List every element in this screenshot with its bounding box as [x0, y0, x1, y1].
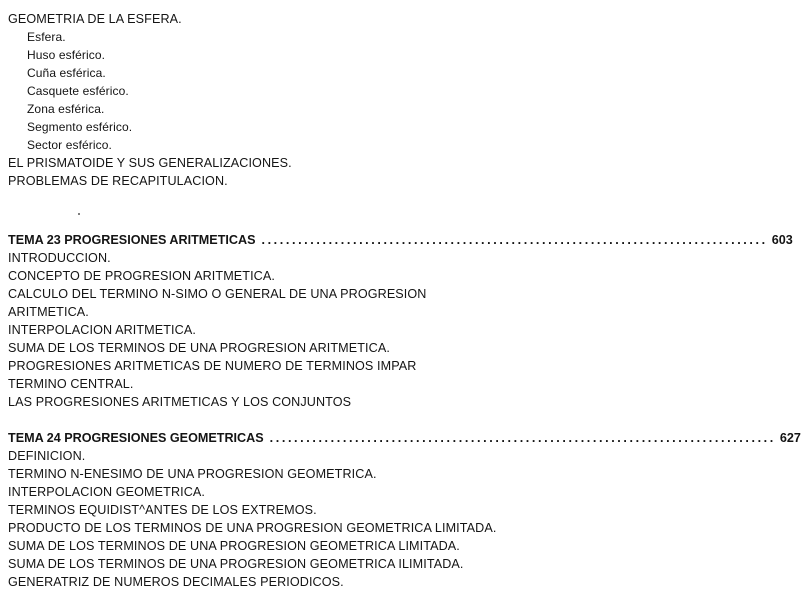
tema-23-item: CONCEPTO DE PROGRESION ARITMETICA. — [8, 269, 275, 283]
subitem-sector: Sector esférico. — [27, 138, 112, 152]
tema-24-item: PRODUCTO DE LOS TERMINOS DE UNA PROGRESION GEOMETRICA LIMITADA. — [8, 521, 497, 535]
tema-23-title: TEMA 23 PROGRESIONES ARITMETICAS — [8, 233, 256, 247]
subitem-esfera: Esfera. — [27, 30, 66, 44]
subitem-casquete: Casquete esférico. — [27, 84, 129, 98]
tema-23-item: SUMA DE LOS TERMINOS DE UNA PROGRESION ARITMETICA. — [8, 341, 390, 355]
tema-23-item: PROGRESIONES ARITMETICAS DE NUMERO DE TERMINOS IMPAR — [8, 359, 417, 373]
heading-problemas: PROBLEMAS DE RECAPITULACION. — [8, 174, 228, 188]
tema-24-page-number: 627 — [779, 431, 801, 445]
print-speck — [78, 213, 80, 215]
tema-23-page-number: 603 — [771, 233, 793, 247]
tema-23-item: ARITMETICA. — [8, 305, 89, 319]
tema-24-item: INTERPOLACION GEOMETRICA. — [8, 485, 206, 499]
tema-24-item: DEFINICION. — [8, 449, 86, 463]
tema-24-item: GENERATRIZ DE NUMEROS DECIMALES PERIODICOS. — [8, 575, 344, 589]
tema-23-item: CALCULO DEL TERMINO N-SIMO O GENERAL DE UNA PROGRESION — [8, 287, 427, 301]
tema-24-item: SUMA DE LOS TERMINOS DE UNA PROGRESION GEOMETRICA LIMITADA. — [8, 539, 460, 553]
subitem-huso: Huso esférico. — [27, 48, 106, 62]
tema-23-item: LAS PROGRESIONES ARITMETICAS Y LOS CONJUNTOS — [8, 395, 352, 409]
tema-24-title: TEMA 24 PROGRESIONES GEOMETRICAS — [8, 431, 264, 445]
tema-23-item: INTRODUCCION. — [8, 251, 111, 265]
tema-24-entry — [8, 431, 801, 446]
tema-24-item: SUMA DE LOS TERMINOS DE UNA PROGRESION GEOMETRICA ILIMITADA. — [8, 557, 464, 571]
tema-24-item: TERMINO N-ENESIMO DE UNA PROGRESION GEOMETRICA. — [8, 467, 377, 481]
tema-24-item: TERMINOS EQUIDIST^ANTES DE LOS EXTREMOS. — [8, 503, 317, 517]
subitem-segmento: Segmento esférico. — [27, 120, 133, 134]
tema-24-leader-dots: ................................................................................... — [269, 431, 776, 445]
subitem-zona: Zona esférica. — [27, 102, 105, 116]
heading-prismatoide: EL PRISMATOIDE Y SUS GENERALIZACIONES. — [8, 156, 292, 170]
tema-23-entry — [8, 233, 793, 248]
section-heading-esfera: GEOMETRIA DE LA ESFERA. — [8, 12, 182, 26]
tema-23-item: TERMINO CENTRAL. — [8, 377, 134, 391]
tema-23-item: INTERPOLACION ARITMETICA. — [8, 323, 196, 337]
subitem-cuna: Cuña esférica. — [27, 66, 106, 80]
tema-23-leader-dots: ................................................................................... — [261, 233, 768, 247]
